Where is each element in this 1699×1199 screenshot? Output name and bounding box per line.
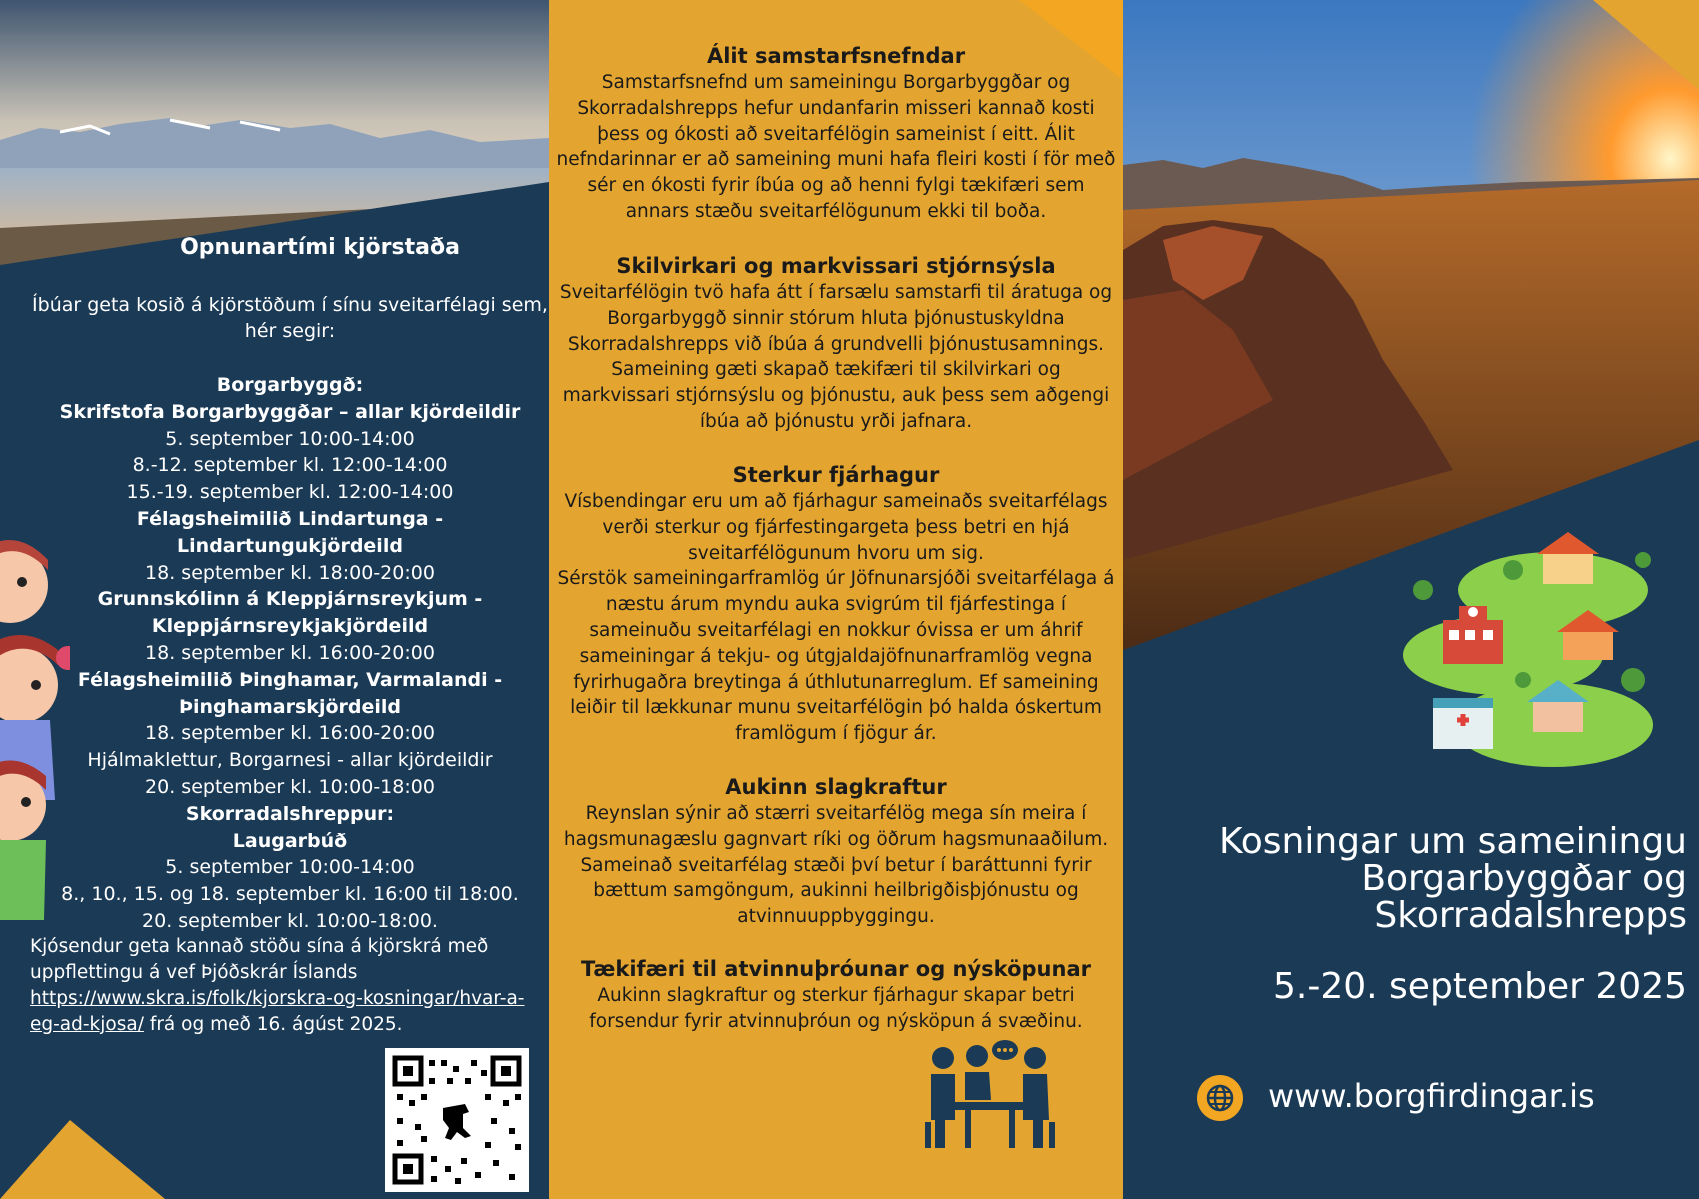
section-body: Samstarfsnefnd um sameiningu Borgarbyggðar og Skorradalshrepps hefur undanfarin misseri kannað kosti þess og ókosti að sveitarfélögin sameinist í eitt. Álit nefndarinnar er að sameining muni hafa fleiri kosti í för með sér en ókosti fyrir íbúa og að henni fylgi tækifæri sem annars stæðu sveitarfélögunum ekki til boða. <box>556 72 1116 222</box>
election-date: 5.-20. september 2025 <box>1273 966 1687 1007</box>
registry-link[interactable]: https://www.skra.is/folk/kjorskra-og-kosningar/hvar-a-eg-ad-kjosa/ <box>30 988 525 1035</box>
polling-line: 8., 10., 15. og 18. september kl. 16:00 til 18:00. <box>61 883 519 906</box>
polling-line: Grunnskólinn á Kleppjárnsreykjum - <box>97 588 483 611</box>
qr-code[interactable] <box>385 1048 529 1192</box>
section-influence <box>549 773 1123 930</box>
section-heading: Tækifæri til atvinnuþróunar og nýsköpunar <box>581 957 1091 981</box>
title-line-1: Kosningar um sameiningu <box>1218 821 1687 862</box>
registry-text: Kjósendur geta kannað stöðu sína á kjörskrá með uppflettingu á vef Þjóðskrár Íslands <box>30 936 489 983</box>
section-heading: Aukinn slagkraftur <box>725 775 947 799</box>
title-line-3: Skorradalshrepps <box>1374 895 1687 936</box>
section-body-2: Sérstök sameiningarframlög úr Jöfnunarsjóði sveitarfélaga á næstu árum myndu auka svigrúm til fjárfestinga í sameinuðu sveitarfélagi en nokkur óvissa er um áhrif sameiningar á tekju- og útgjaldajöfnunarframlög vegna fyrirhugaðra breytinga á úthlutunarreglum. Ef sameining leiðir til lækkunar munu sveitarfélögin þó halda óskertum framlögum í fjögur ár. <box>557 568 1115 745</box>
polling-line: Kleppjárnsreykjakjördeild <box>151 615 429 638</box>
title-line-2: Borgarbyggðar og <box>1361 858 1687 899</box>
gold-triangle <box>0 1110 170 1199</box>
polling-line: Skorradalshreppur: <box>185 802 395 825</box>
website-link[interactable]: www.borgfirdingar.is <box>1268 1077 1595 1115</box>
section-finances <box>549 461 1123 747</box>
section-heading: Skilvirkari og markvissari stjórnsýsla <box>616 254 1056 278</box>
election-title <box>1143 823 1687 934</box>
polling-line: 8.-12. september kl. 12:00-14:00 <box>132 454 448 477</box>
polling-line: Þinghamarskjördeild <box>179 695 401 718</box>
right-panel <box>1123 0 1699 1199</box>
polling-line: Félagsheimilið Lindartunga - Lindartungukjördeild <box>136 507 444 557</box>
polling-line: 5. september 10:00-14:00 <box>165 856 415 879</box>
voting-intro: Íbúar geta kosið á kjörstöðum í sínu sveitarfélagi sem, hér segir: <box>32 294 548 342</box>
section-administration <box>549 252 1123 435</box>
section-innovation <box>549 955 1123 1035</box>
polling-line: Borgarbyggð: <box>216 374 364 396</box>
village-illustration <box>1403 530 1663 790</box>
section-body: Sveitarfélögin tvö hafa átt í farsælu samstarfi til áratuga og Borgarbyggð sinnir stórum hluta þjónustuskyldna Skorradalshrepps við íbúa á grundvelli þjónustusamnings. Sameining gæti skapað tækifæri til skilvirkari og markvissari stjórnsýslu og þjónustu, auk þess sem aðgengi íbúa að þjónustu yrði jafnara. <box>559 282 1113 432</box>
section-body: Vísbendingar eru um að fjárhagur sameinaðs sveitarfélags verði sterkur og fjárfestingargeta þess betri en hjá sveitarfélögunum hvoru um sig. <box>564 491 1108 564</box>
polling-line: Laugarbúð <box>232 829 348 852</box>
polling-line: 18. september kl. 16:00-20:00 <box>145 722 435 745</box>
children-illustration <box>0 540 70 920</box>
section-committee <box>549 42 1123 225</box>
polling-line: 5. september 10:00-14:00 <box>165 427 415 450</box>
section-heading: Álit samstarfsnefndar <box>706 44 966 68</box>
registry-suffix: frá og með 16. ágúst 2025. <box>143 1014 403 1035</box>
polling-line: 20. september kl. 10:00-18:00 <box>145 775 435 798</box>
middle-panel <box>549 0 1123 1199</box>
section-heading: Sterkur fjárhagur <box>732 463 940 487</box>
polling-line: Skrifstofa Borgarbyggðar – allar kjördeildir <box>59 400 521 423</box>
polling-station-list <box>30 372 549 935</box>
section-body: Aukinn slagkraftur og sterkur fjárhagur skapar betri forsendur fyrir atvinnuþróun og nýsköpun á svæðinu. <box>589 985 1083 1032</box>
polling-line: Hjálmaklettur, Borgarnesi - allar kjördeildir <box>87 749 493 772</box>
voter-registry-info <box>30 934 549 1038</box>
qr-code-icon <box>385 1048 529 1192</box>
polling-line: 18. september kl. 16:00-20:00 <box>145 641 435 664</box>
meeting-people-icon <box>925 1040 1055 1155</box>
opening-hours-title: Opnunartími kjörstaða <box>180 235 460 260</box>
polling-line: 18. september kl. 18:00-20:00 <box>145 561 435 584</box>
section-body: Reynslan sýnir að stærri sveitarfélög mega sín meira í hagsmunagæslu gagnvart ríki og öðrum hagsmunaaðilum. Sameinað sveitarfélag stæði því betur í baráttunni fyrir bættum samgöngum, aukinni heilbrigðisþjónustu og atvinnuuppbyggingu. <box>563 803 1109 928</box>
left-panel <box>0 0 549 1199</box>
polling-line: 15.-19. september kl. 12:00-14:00 <box>126 481 454 504</box>
polling-line: Félagsheimilið Þinghamar, Varmalandi - <box>77 668 503 691</box>
polling-line: 20. september kl. 10:00-18:00. <box>142 909 438 932</box>
globe-icon <box>1197 1075 1243 1121</box>
